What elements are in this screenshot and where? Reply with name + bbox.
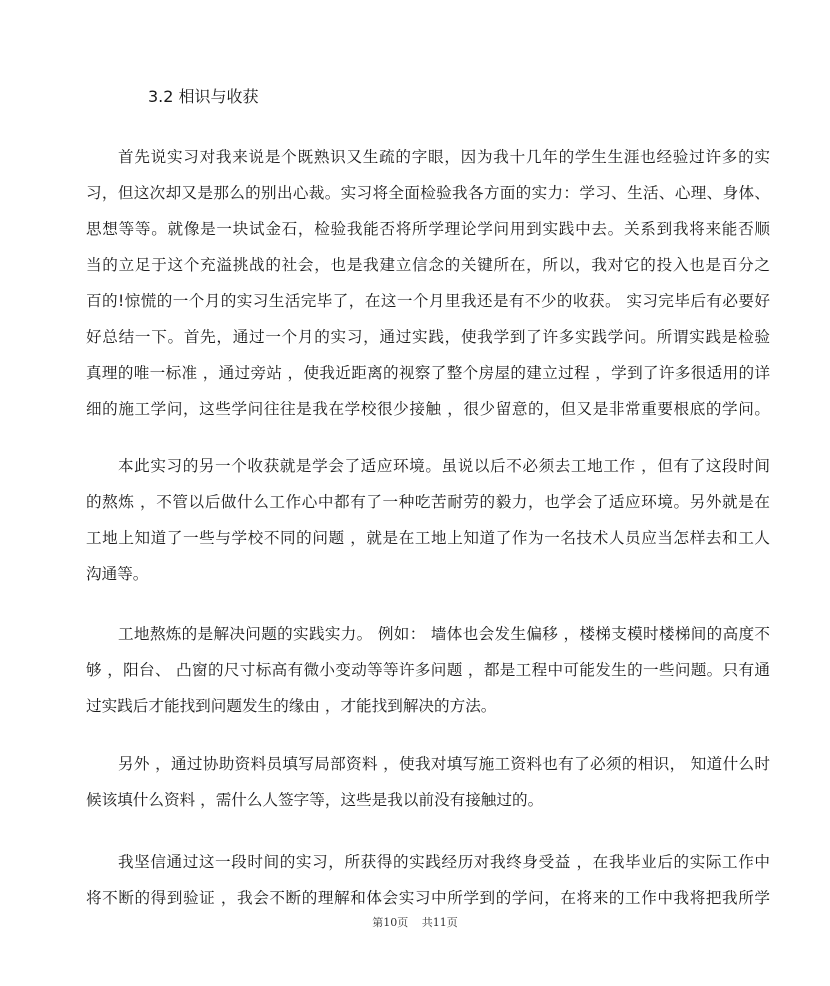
- text-line: 我坚信通过这一段时间的实习，所获得的实践经历对我终身受益 ，在我毕业后的实际工作中: [118, 853, 770, 871]
- text-line: 真理的唯一标准 ，通过旁站 ，使我近距离的视察了整个房屋的建立过程 ，学到了许多很适用的详: [86, 364, 770, 382]
- text-line: 候该填什么资料 ，需什么人签字等，这些是我以前没有接触过的。: [86, 791, 544, 809]
- page-number: 第10页: [372, 916, 409, 929]
- page-total: 共11页: [421, 916, 458, 929]
- text-line: 将不断的得到验证 ，我会不断的理解和体会实习中所学到的学问，在将来的工作中我将把我所学: [86, 889, 770, 907]
- text-line: 够 ，阳台、 凸窗的尺寸标高有微小变动等等许多问题 ，都是工程中可能发生的一些问题。只有通: [86, 661, 770, 679]
- text-line: 当的立足于这个充溢挑战的社会，也是我建立信念的关键所在，所以，我对它的投入也是百分之: [86, 256, 770, 274]
- text-line: 工地熬炼的是解决问题的实践实力。 例如： 墙体也会发生偏移 ，楼梯支模时楼梯间的高度不: [118, 625, 770, 643]
- text-line: 细的施工学问，这些学问往往是我在学校很少接触 ，很少留意的，但又是非常重要根底的学问。: [86, 400, 770, 418]
- text-line: 好总结一下。首先，通过一个月的实习，通过实践，使我学到了许多实践学问。所谓实践是检验: [86, 328, 770, 346]
- text-line: 的熬炼 ，不管以后做什么工作心中都有了一种吃苦耐劳的毅力，也学会了适应环境。另外就是在: [86, 493, 770, 511]
- page-footer: [0, 914, 830, 930]
- text-line: 习，但这次却又是那么的别出心裁。实习将全面检验我各方面的实力：学习、生活、心理、身体、: [86, 184, 770, 202]
- text-line: 首先说实习对我来说是个既熟识又生疏的字眼，因为我十几年的学生生涯也经验过许多的实: [118, 148, 770, 166]
- text-line: 百的!惊慌的一个月的实习生活完毕了，在这一个月里我还是有不少的收获。 实习完毕后有必要好: [86, 292, 770, 310]
- text-line: 本此实习的另一个收获就是学会了适应环境。虽说以后不必须去工地工作 ，但有了这段时间: [118, 457, 770, 475]
- text-line: 思想等等。就像是一块试金石，检验我能否将所学理论学问用到实践中去。关系到我将来能否顺: [86, 220, 770, 238]
- text-line: 过实践后才能找到问题发生的缘由 ，才能找到解决的方法。: [86, 697, 497, 715]
- text-line: 工地上知道了一些与学校不同的问题 ，就是在工地上知道了作为一名技术人员应当怎样去和工人: [86, 529, 770, 547]
- text-line: 沟通等。: [86, 565, 149, 583]
- section-heading: 3.2 相识与收获: [148, 87, 259, 106]
- text-line: 另外 ，通过协助资料员填写局部资料 ，使我对填写施工资料也有了必须的相识， 知道什么时: [118, 755, 770, 773]
